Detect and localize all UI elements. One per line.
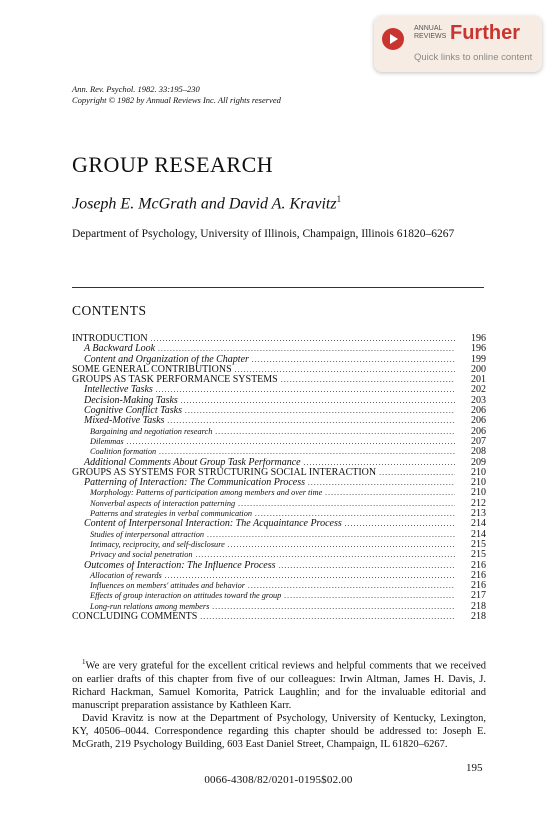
footnote-marker: 1 (336, 194, 342, 204)
toc-leader (284, 591, 455, 601)
contents-heading: CONTENTS (72, 303, 147, 318)
toc-page: 213 (471, 509, 486, 520)
page-title: GROUP RESEARCH (72, 152, 274, 177)
badge-subtitle: Quick links to online content (414, 52, 533, 63)
toc-label: Effects of group interaction on attitudes toward the group (90, 591, 282, 601)
toc-label: Decision-Making Tasks (84, 395, 178, 406)
toc-page: 199 (471, 354, 486, 365)
toc-entry (72, 478, 486, 488)
toc-leader (235, 365, 455, 375)
toc-leader (158, 344, 455, 354)
toc-label: A Backward Look (84, 344, 156, 355)
toc-entry (72, 344, 486, 354)
table-of-contents (72, 334, 486, 622)
toc-label: Studies of interpersonal attraction (90, 529, 205, 539)
toc-label: Content and Organization of the Chapter (84, 354, 249, 365)
toc-entry (72, 530, 486, 540)
toc-leader (200, 612, 455, 622)
toc-leader (308, 478, 455, 488)
toc-entry (72, 458, 486, 468)
toc-entry (72, 499, 486, 509)
toc-page: 217 (471, 591, 486, 602)
toc-page: 209 (471, 457, 486, 468)
toc-leader (228, 540, 455, 550)
toc-entry (72, 468, 486, 478)
toc-page: 206 (471, 406, 486, 417)
toc-page: 196 (471, 334, 486, 344)
toc-label: Bargaining and negotiation research (90, 426, 213, 436)
toc-entry (72, 550, 486, 560)
toc-page: 206 (471, 416, 486, 427)
toc-page: 215 (471, 539, 486, 550)
page-number: 195 (466, 762, 483, 774)
toc-label: CONCLUDING COMMENTS (72, 612, 198, 623)
toc-page: 208 (471, 447, 486, 458)
toc-label: Additional Comments About Group Task Performance (84, 457, 301, 468)
badge-further: Further (450, 22, 520, 44)
toc-leader (252, 355, 455, 365)
arrow-right-icon (382, 28, 404, 50)
toc-leader (151, 334, 455, 344)
toc-label: Patterns and strategies in verbal communication (90, 509, 252, 519)
toc-leader (248, 581, 455, 591)
toc-leader (238, 499, 455, 509)
toc-leader (345, 519, 455, 529)
toc-entry (72, 571, 486, 581)
affiliation: Department of Psychology, University of Illinois, Champaign, Illinois 61820–6267 (72, 228, 455, 240)
toc-page: 214 (471, 519, 486, 530)
toc-entry (72, 509, 486, 519)
toc-entry (72, 447, 486, 457)
toc-label: SOME GENERAL CONTRIBUTIONS (72, 364, 232, 375)
toc-label: INTRODUCTION (72, 334, 148, 344)
toc-entry (72, 591, 486, 601)
toc-leader (165, 571, 455, 581)
toc-leader (159, 447, 455, 457)
divider (72, 287, 484, 288)
toc-page: 206 (471, 426, 486, 437)
toc-page: 218 (471, 612, 486, 623)
toc-page: 212 (471, 498, 486, 509)
toc-label: Patterning of Interaction: The Communication Process (84, 478, 305, 489)
footnote (72, 656, 486, 751)
toc-label: Dilemmas (90, 436, 124, 446)
toc-entry (72, 375, 486, 385)
toc-page: 207 (471, 436, 486, 447)
toc-leader (379, 468, 455, 478)
toc-page: 216 (471, 581, 486, 592)
toc-entry (72, 581, 486, 591)
toc-page: 201 (471, 375, 486, 386)
toc-label: Mixed-Motive Tasks (84, 416, 165, 427)
toc-entry (72, 355, 486, 365)
copyright-line: Copyright © 1982 by Annual Reviews Inc. All rights reserved (72, 95, 281, 105)
toc-label: Coalition formation (90, 447, 157, 457)
toc-label: Long-run relations among members (90, 601, 210, 611)
toc-label: Intellective Tasks (84, 385, 153, 396)
footnote-paragraph: $^1$We are very grateful for the excellent critical reviews and helpful comments that we received on earlier drafts of this chapter from five of our colleagues: Irwin Altman, James H. Davis, J. Richard Hackman, Samuel Komorita, Patrick Laughlin; and for the invaluable editorial and manuscript preparation assistance by Kathleen Karr. (72, 658, 486, 711)
authors (72, 194, 341, 213)
toc-leader (167, 416, 455, 426)
toc-leader (325, 488, 455, 498)
toc-entry (72, 334, 486, 344)
toc-entry (72, 540, 486, 550)
toc-page: 200 (471, 364, 486, 375)
toc-label: Content of Interpersonal Interaction: The Acquaintance Process (84, 519, 342, 530)
toc-leader (127, 437, 455, 447)
toc-entry (72, 365, 486, 375)
toc-page: 216 (471, 570, 486, 581)
toc-entry (72, 396, 486, 406)
toc-leader (281, 375, 455, 385)
toc-entry (72, 385, 486, 395)
toc-label: Nonverbal aspects of interaction patterning (90, 498, 236, 508)
journal-line: Ann. Rev. Psychol. 1982. 33:195–230 (72, 84, 200, 94)
toc-entry (72, 602, 486, 612)
toc-label: Allocation of rewards (90, 570, 162, 580)
toc-page: 202 (471, 385, 486, 396)
toc-page: 215 (471, 550, 486, 561)
toc-leader (196, 550, 455, 560)
toc-leader (181, 396, 455, 406)
toc-label: Privacy and social penetration (90, 550, 193, 560)
toc-entry (72, 488, 486, 498)
toc-leader (156, 385, 455, 395)
article-code: 0066-4308/82/0201-0195$02.00 (204, 774, 353, 786)
toc-entry (72, 437, 486, 447)
toc-entry (72, 427, 486, 437)
footnote-paragraph: David Kravitz is now at the Department of Psychology, University of Kentucky, Lexington, KY, 40506–0044. Correspondence regarding this chapter should be addressed to: Joseph E. McGrath, 219 Psychology Building, 603 East Daniel Street, Champaign, IL 61820–6267. (72, 712, 486, 750)
journal-citation (72, 84, 281, 106)
toc-leader (255, 509, 455, 519)
toc-entry (72, 561, 486, 571)
further-badge[interactable] (374, 16, 542, 72)
author-names: Joseph E. McGrath and David A. Kravitz (72, 195, 337, 213)
toc-entry (72, 416, 486, 426)
toc-label: Cognitive Conflict Tasks (84, 406, 182, 417)
toc-entry (72, 406, 486, 416)
toc-page: 196 (471, 344, 486, 355)
toc-label: GROUPS AS TASK PERFORMANCE SYSTEMS (72, 375, 278, 386)
toc-leader (215, 427, 455, 437)
toc-entry (72, 612, 486, 622)
toc-label: Influences on members' attitudes and behavior (90, 581, 246, 591)
toc-label: Intimacy, reciprocity, and self-disclosure (90, 539, 225, 549)
toc-leader (185, 406, 455, 416)
toc-entry (72, 519, 486, 529)
toc-leader (304, 458, 455, 468)
toc-leader (212, 602, 455, 612)
toc-leader (207, 530, 455, 540)
toc-page: 203 (471, 395, 486, 406)
toc-label: GROUPS AS SYSTEMS FOR STRUCTURING SOCIAL INTERACTION (72, 467, 377, 478)
toc-leader (279, 561, 455, 571)
toc-page: 216 (471, 560, 486, 571)
toc-page: 214 (471, 529, 486, 540)
toc-label: Morphology: Patterns of participation among members and over time (90, 488, 323, 498)
toc-page: 210 (471, 467, 486, 478)
footnote-mark: 1 (82, 658, 86, 666)
badge-publisher: ANNUAL REVIEWS (414, 25, 447, 40)
toc-page: 210 (471, 488, 486, 499)
toc-page: 218 (471, 601, 486, 612)
toc-label: Outcomes of Interaction: The Influence Process (84, 560, 276, 571)
toc-page: 210 (471, 478, 486, 489)
